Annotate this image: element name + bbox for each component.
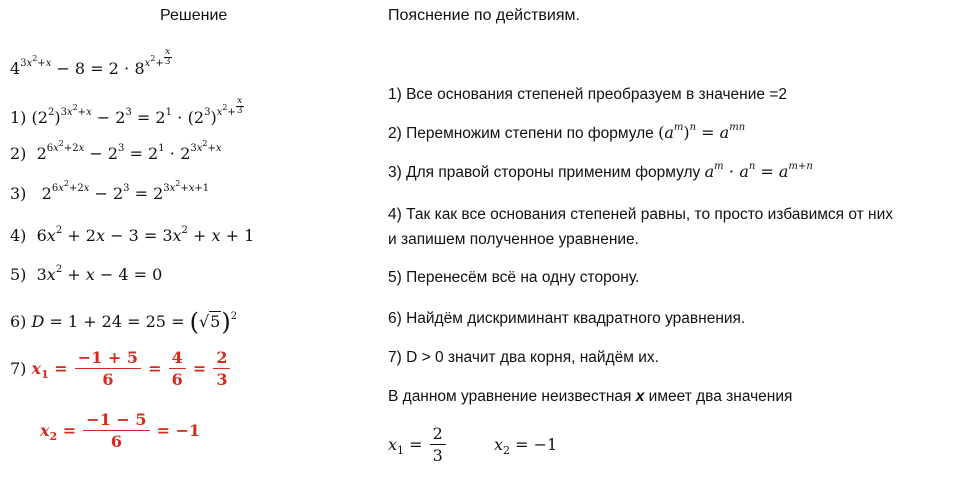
- explanation-step-1: 1) Все основания степеней преобразуем в значение =2: [388, 86, 787, 103]
- explanation-step-5: 5) Перенесём всё на одну сторону.: [388, 269, 640, 286]
- equation-step-1: 1) $(2^2)^{3x^2+x} - 2^3 = 2^1 \cdot (2^3)^{x^2+ \frac{x}{3}}$: [10, 96, 243, 127]
- answer-pre: В данном уравнение неизвестная: [388, 388, 636, 405]
- equation-step-5: 5) $3x^2 + x - 4 = 0$: [10, 264, 163, 284]
- equation-step-7-root1: 7) $x_1$ = $\frac{-1 + 5}{6}$ = $\frac{4}{6}$ = $\frac{2}{3}$: [10, 348, 232, 389]
- product-rule-formula: $a^m \cdot a^n = a^{m+n}$: [704, 161, 813, 181]
- explanation-step-4-line-2: и запишем полученное уравнение.: [388, 231, 639, 248]
- answer-post: имеет два значения: [644, 388, 793, 405]
- step-7-label: 7): [10, 359, 27, 378]
- power-rule-formula: $(a^m)^n = a^{mn}$: [658, 122, 746, 142]
- explanation-step-7: 7) D > 0 значит два корня, найдём их.: [388, 349, 659, 366]
- explanation-step-2: [388, 123, 745, 143]
- explanation-header: Пояснение по действиям.: [388, 7, 580, 24]
- explanation-step-3: [388, 162, 813, 182]
- explanation-step-3-text: 3) Для правой стороны применим формулу: [388, 164, 701, 181]
- equation-step-7-root2: $x_2$ = $\frac{-1 - 5}{6}$ = −1: [40, 410, 201, 451]
- equation-step-6: 6) $D = 1 + 24 = 25 = (√5)^2$: [10, 308, 238, 336]
- explanation-step-6: 6) Найдём дискриминант квадратного уравнения.: [388, 310, 746, 327]
- equation-step-2: 2) $2^{6x^2+2x} - 2^3 = 2^1 \cdot 2^{3x^2+x}$: [10, 139, 222, 163]
- equation-step-3: 3) $2^{6x^2+2x} - 2^3 = 2^{3x^2+x+1}$: [10, 179, 210, 203]
- equation-original: $4^{3x^2+x} - 8 = 2 \cdot 8^{x^2+ \frac{x}{3}}$: [10, 47, 171, 78]
- answer-sentence: [388, 388, 792, 406]
- equation-step-4: 4) $6x^2 + 2x - 3 = 3x^2 + x + 1$: [10, 225, 255, 245]
- solution-header: Решение: [160, 7, 228, 24]
- answer-variable: x: [635, 388, 645, 405]
- explanation-step-2-text: 2) Перемножим степени по формуле: [388, 125, 654, 142]
- explanation-step-4-line-1: 4) Так как все основания степеней равны, то просто избавимся от них: [388, 206, 893, 223]
- final-answer: $x_1$ = $\frac{2}{3}$ $x_2 = -1$: [388, 424, 558, 465]
